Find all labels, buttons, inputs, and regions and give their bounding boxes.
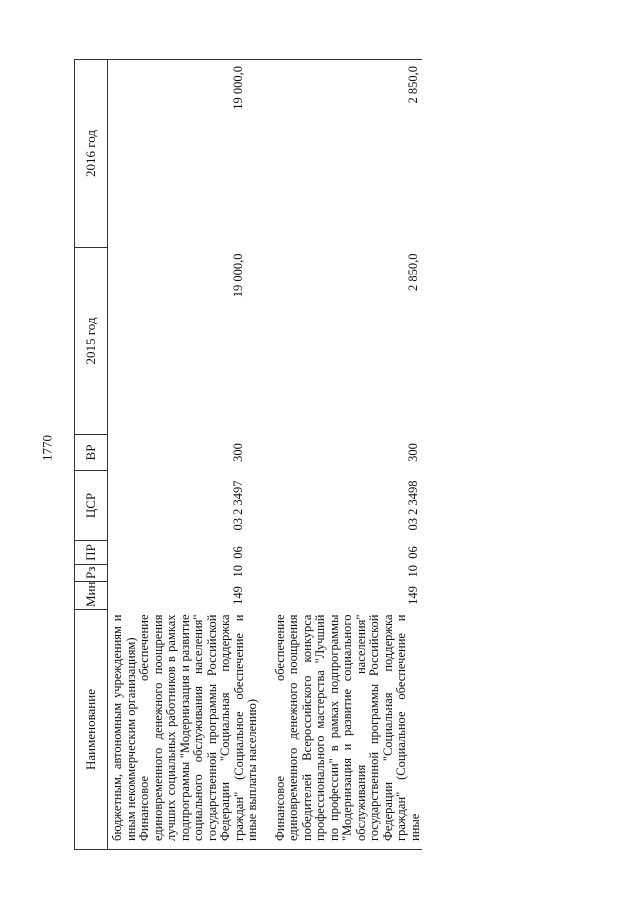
row-min	[108, 582, 139, 610]
header-2016: 2016 год	[75, 60, 108, 248]
row-rz: 10	[405, 565, 420, 578]
table-row	[108, 60, 139, 850]
header-rz: Рз	[75, 565, 108, 582]
header-2015: 2015 год	[75, 248, 108, 435]
row-2015	[108, 248, 139, 435]
header-min: Мин	[75, 582, 108, 610]
row-min: 149	[231, 586, 245, 605]
row-2016: 2 850,0	[260, 60, 423, 248]
budget-table	[74, 59, 422, 850]
row-name: бюджетным, автономным учреждениям и иным некоммерческим организациям)	[108, 610, 139, 850]
page-number: 1770	[39, 435, 55, 461]
row-name: Финансовое обеспечение единовременного денежного поощрения лучших социальных работников в рамках подпрограммы "Модернизация и развитие социального обслуживания населения" государственной программы Российской Федерации "Социальная поддержка граждан" (Социальное обеспечение и иные выплаты населению)	[138, 610, 260, 850]
header-csr: ЦСР	[75, 471, 108, 541]
table-row	[138, 60, 260, 850]
row-vr	[108, 435, 139, 471]
row-2016: 19 000,0	[138, 60, 260, 248]
header-name: Наименование	[75, 610, 108, 850]
header-vr: ВР	[75, 435, 108, 471]
row-2015: 2 850,0	[405, 253, 420, 291]
row-vr: 300	[231, 443, 245, 462]
row-csr	[108, 471, 139, 541]
row-vr: 300	[405, 443, 420, 462]
row-rz: 10	[231, 565, 245, 578]
row-rz	[108, 565, 139, 582]
table-header-row	[75, 60, 108, 850]
table-row	[260, 60, 423, 850]
header-pr: ПР	[75, 541, 108, 565]
row-csr: 03 2 3498	[405, 480, 420, 531]
row-csr: 03 2 3497	[231, 480, 245, 531]
row-pr: 06	[405, 546, 420, 559]
row-pr	[108, 541, 139, 565]
row-2016	[108, 60, 139, 248]
row-min: 149	[405, 586, 420, 605]
rotated-page	[74, 60, 608, 850]
row-name: Финансовое обеспечение единовременного денежного поощрения победителей Всероссийского конкурса профессионального мастерства "Лучший по профессии" в рамках подпрограммы "Модернизация и развитие социального обслуживания населения" государственной программы Российской Федерации "Социальная поддержка граждан" (Социальное обеспечение и иные	[260, 610, 423, 850]
row-pr: 06	[231, 546, 245, 559]
row-2015: 19 000,0	[231, 253, 245, 298]
